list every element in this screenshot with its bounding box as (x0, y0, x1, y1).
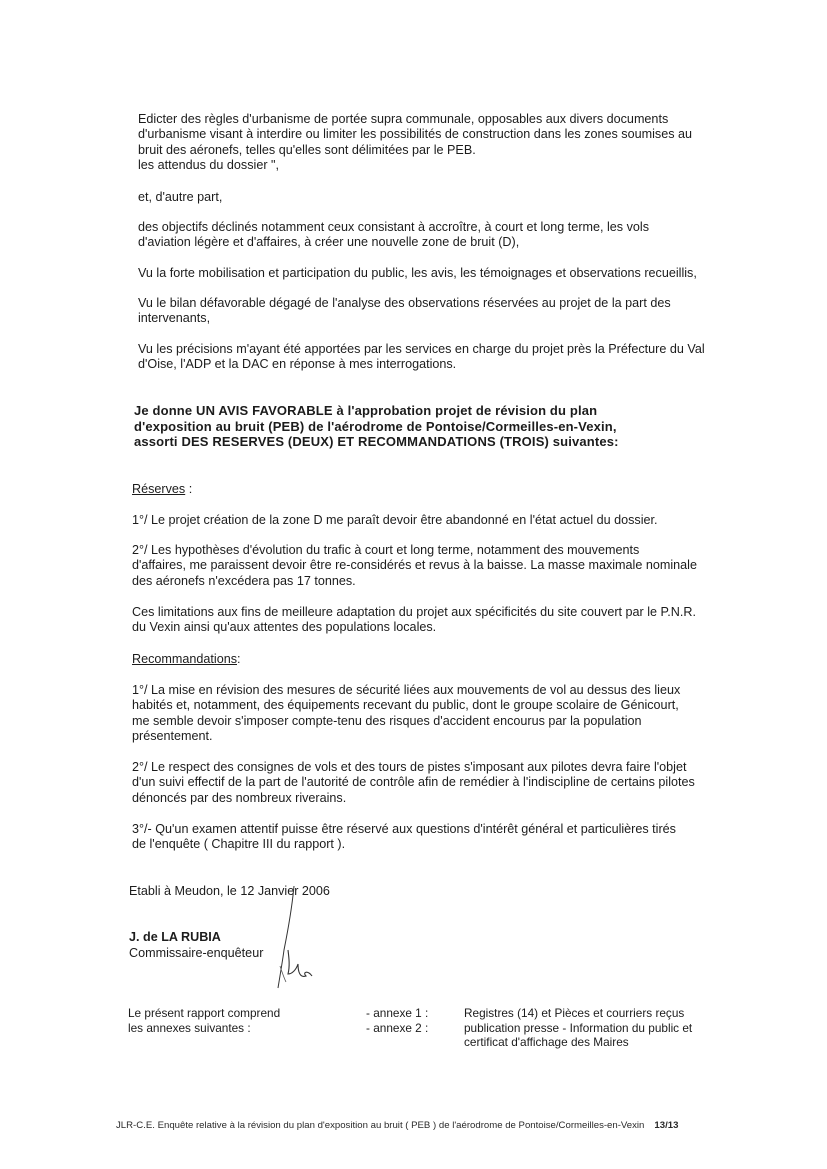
text-line: assorti DES RESERVES (DEUX) ET RECOMMANDATIONS (TROIS) suivantes: (134, 434, 619, 449)
reserve-2 (132, 543, 758, 589)
text-line: habités et, notamment, des équipements recevant du public, dont le groupe scolaire de Génicourt, (132, 698, 679, 713)
text-line: et, d'autre part, (138, 190, 223, 204)
text-line: de l'enquête ( Chapitre III du rapport ). (132, 837, 346, 852)
annexes-intro (128, 1006, 280, 1035)
text-line: d'aviation légère et d'affaires, à créer une nouvelle zone de bruit (D), (138, 235, 520, 250)
text-line: d'urbanisme visant à interdire ou limiter les possibilités de construction dans les zones soumises au (138, 127, 693, 142)
page-number: 13/13 (654, 1120, 679, 1131)
text-line: les attendus du dossier ", (138, 157, 279, 172)
text-line: d'Oise, l'ADP et la DAC en réponse à mes interrogations. (138, 357, 457, 372)
annex-item: certificat d'affichage des Maires (464, 1035, 629, 1049)
text-line: bruit des aéronefs, telles qu'elles sont délimitées par le PEB. (138, 142, 476, 157)
paragraph-objectifs (138, 220, 762, 251)
annex-item: publication presse - Information du public et (464, 1020, 693, 1035)
text-line: Vu les précisions m'ayant été apportées par les services en charge du projet près la Préfecture du Val (138, 342, 705, 356)
text-line: dénoncés par des nombreux riverains. (132, 790, 347, 805)
text-line: 1°/ Le projet création de la zone D me paraît devoir être abandonné en l'état actuel du dossier. (132, 513, 658, 527)
text-line: d'exposition au bruit (PEB) de l'aérodrome de Pontoise/Cormeilles-en-Vexin, (134, 418, 617, 434)
text-line: d'un suivi effectif de la part de l'autorité de contrôle afin de remédier à l'indiscipline de certains pilotes (132, 775, 695, 790)
page-footer (116, 1120, 678, 1131)
text-line: me semble devoir s'imposer compte-tenu des risques d'accident encourus par la population (132, 713, 642, 728)
recommandation-3 (132, 822, 758, 853)
text-line: Edicter des règles d'urbanisme de portée supra communale, opposables aux divers documents (138, 112, 669, 126)
text-line: les annexes suivantes : (128, 1020, 251, 1035)
text-line: Le présent rapport comprend (128, 1006, 281, 1020)
heading-colon: : (185, 482, 193, 496)
signer-role-text: Commissaire-enquêteur (129, 946, 264, 960)
text-line: Je donne UN AVIS FAVORABLE à l'approbation projet de révision du plan (134, 403, 598, 418)
paragraph-edicter (138, 112, 762, 173)
place-date-text: Etabli à Meudon, le 12 Janvier 2006 (129, 884, 330, 898)
signer-name-text: J. de LA RUBIA (129, 930, 221, 944)
footer-text: JLR-C.E. Enquête relative à la révision du plan d'exposition au bruit ( PEB ) de l'aérodrome de Pontoise/Cormeilles-en-Vexin (116, 1120, 645, 1131)
paragraph-autre-part (138, 190, 762, 205)
recommandation-2 (132, 760, 758, 806)
text-line: d'affaires, me paraissent devoir être re-considérés et revus à la baisse. La masse maximale nominale (132, 558, 697, 573)
text-line: Vu le bilan défavorable dégagé de l'analyse des observations réservées au projet de la part des (138, 296, 671, 310)
paragraph-limitations (132, 605, 758, 636)
recommandation-1 (132, 683, 758, 744)
text-line: des aéronefs n'excédera pas 17 tonnes. (132, 573, 356, 588)
text-line: Vu la forte mobilisation et participation du public, les avis, les témoignages et observations recueillis, (138, 266, 697, 280)
reserves-heading (132, 482, 758, 497)
handwritten-signature-icon (262, 878, 322, 998)
text-line: du Vexin ainsi qu'aux attentes des populations locales. (132, 620, 437, 635)
annex-label: - annexe 2 : (366, 1020, 429, 1035)
heading-colon: : (237, 652, 241, 666)
text-line: présentement. (132, 728, 213, 743)
reserves-heading-label: Réserves (132, 482, 186, 496)
annex-item: Registres (14) et Pièces et courriers reçus (464, 1006, 685, 1020)
text-line: des objectifs déclinés notamment ceux consistant à accroître, à court et long terme, les vols (138, 220, 649, 234)
text-line: 2°/ Les hypothèses d'évolution du trafic à court et long terme, notamment des mouvements (132, 543, 640, 557)
decision-statement (134, 403, 760, 450)
paragraph-bilan (138, 296, 762, 327)
paragraph-mobilisation (138, 266, 762, 281)
text-line: 3°/- Qu'un examen attentif puisse être réservé aux questions d'intérêt général et particulières tirés (132, 822, 676, 836)
recommandations-heading-label: Recommandations (132, 652, 237, 666)
annex-labels (366, 1006, 428, 1035)
text-line: 1°/ La mise en révision des mesures de sécurité liées aux mouvements de vol au dessus des lieux (132, 683, 681, 697)
annex-label: - annexe 1 : (366, 1006, 429, 1020)
reserve-1 (132, 513, 758, 528)
text-line: Ces limitations aux fins de meilleure adaptation du projet aux spécificités du site couvert par le P.N.R. (132, 605, 696, 619)
paragraph-precisions (138, 342, 762, 373)
recommandations-heading (132, 652, 758, 667)
text-line: intervenants, (138, 311, 211, 326)
text-line: 2°/ Le respect des consignes de vols et des tours de pistes s'imposant aux pilotes devra faire l'objet (132, 760, 687, 774)
annex-items (464, 1006, 692, 1050)
